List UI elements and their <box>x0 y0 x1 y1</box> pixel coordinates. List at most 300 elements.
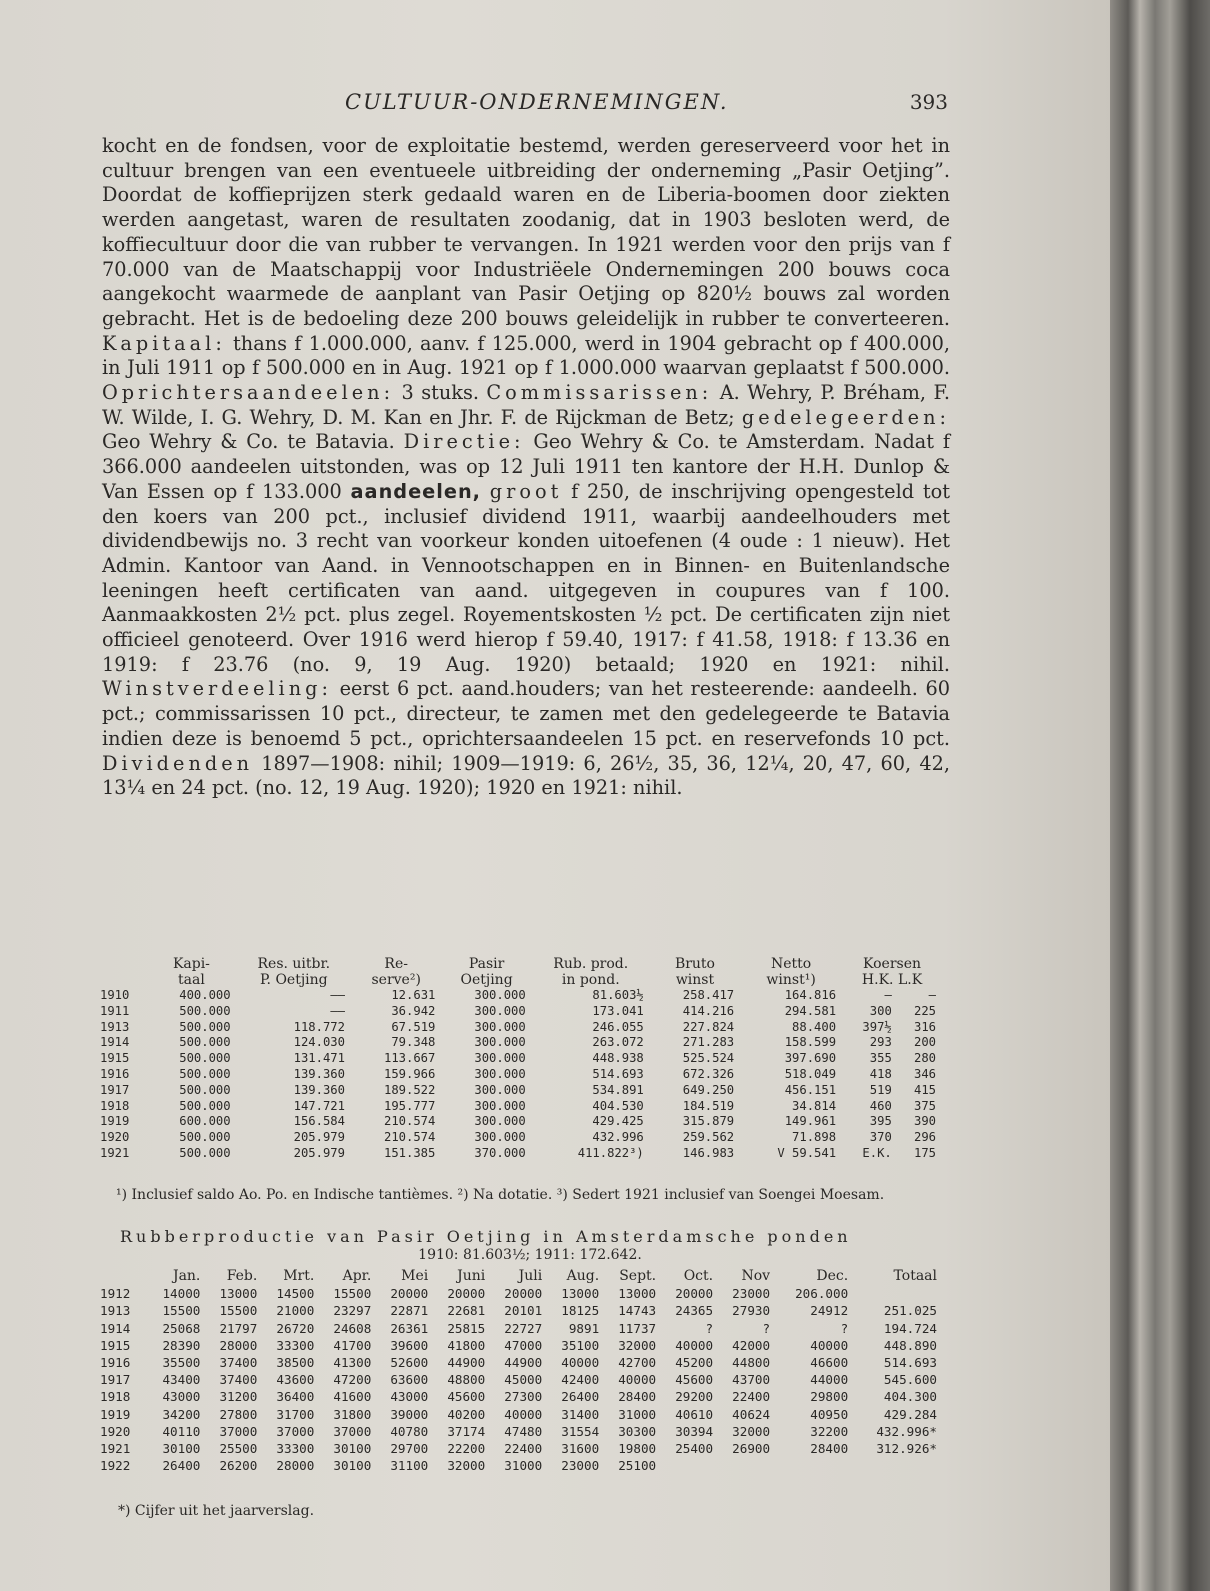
table-cell: 22400 <box>504 1441 543 1457</box>
table-cell: 31400 <box>561 1406 600 1422</box>
table-cell: 500.000 <box>179 1066 231 1081</box>
table-cell: 258.417 <box>682 988 735 1002</box>
table-cell: 43000 <box>390 1389 429 1405</box>
table-footnote: ¹) Inclusief saldo Ao. Po. en Indische tantièmes. ²) Na dotatie. ³) Sedert 1921 inclusief van Soengei Moesam. <box>116 1187 885 1203</box>
running-title: CULTUUR-ONDERNEMINGEN. <box>345 90 729 114</box>
table-cell: 31600 <box>561 1441 600 1457</box>
table-cell: 411.822³) <box>577 1145 644 1160</box>
table-cell: 12.631 <box>391 988 436 1002</box>
table-cell: 500.000 <box>179 1051 231 1066</box>
table-row <box>100 1423 940 1440</box>
table-cell: 500.000 <box>179 1145 231 1160</box>
table-cell: 448.938 <box>592 1051 644 1066</box>
kapitaal-label: Kapitaal: <box>102 331 226 355</box>
table-cell: 19800 <box>618 1441 657 1457</box>
table-cell: 210.574 <box>384 1130 436 1145</box>
oprichters-label: Oprichtersaandeelen: <box>102 381 395 405</box>
table-cell: 22200 <box>447 1441 486 1457</box>
column-header: Juni <box>457 1268 486 1284</box>
table-cell: 44900 <box>504 1355 543 1371</box>
column-header: Mei <box>401 1268 429 1284</box>
column-header: Juli <box>518 1268 543 1284</box>
column-header: Feb. <box>226 1268 258 1284</box>
rubber-production-title-main: Rubberproductie van Pasir Oetjing in Amsterdamsche ponden <box>120 1227 852 1246</box>
row-year: 1913 <box>100 1019 130 1034</box>
table-cell: 404.300 <box>883 1389 937 1405</box>
table-cell: ? <box>840 1320 849 1336</box>
table-cell: 24912 <box>810 1303 849 1319</box>
table-row <box>100 1337 940 1354</box>
table-cell: 45000 <box>504 1372 543 1388</box>
table-cell: 32200 <box>810 1423 849 1439</box>
row-year: 1919 <box>100 1114 130 1129</box>
table-cell: 429.425 <box>592 1114 644 1129</box>
table-cell: 47000 <box>504 1337 543 1353</box>
table-cell: 300.000 <box>474 1082 526 1097</box>
table-cell: 151.385 <box>384 1145 436 1160</box>
row-year: 1916 <box>100 1355 131 1371</box>
table-cell: 300.000 <box>474 1114 526 1129</box>
table-cell: 300.000 <box>474 1003 526 1018</box>
table-row <box>100 1371 940 1388</box>
financials-table <box>100 956 942 1162</box>
table-cell: 31700 <box>276 1406 315 1422</box>
table-cell: 30100 <box>333 1441 372 1457</box>
table-cell: 460 <box>869 1098 892 1113</box>
table-row <box>100 1083 942 1099</box>
table-cell: 31800 <box>333 1406 372 1422</box>
table-cell: 40000 <box>504 1406 543 1422</box>
table-row <box>100 1004 942 1020</box>
table-cell: 210.574 <box>384 1114 436 1129</box>
column-header: Kapi- taal <box>172 956 210 988</box>
column-header <box>100 1268 146 1285</box>
table-row <box>100 1067 942 1083</box>
table-cell: 63600 <box>390 1372 429 1388</box>
table-cell: 400.000 <box>179 988 231 1002</box>
table-row <box>100 1320 940 1337</box>
row-year: 1913 <box>100 1303 131 1319</box>
winst-label: Winstverdeeling: <box>102 677 332 701</box>
table-cell: 41600 <box>333 1389 372 1405</box>
table-cell: 40610 <box>675 1406 714 1422</box>
table-cell: 30300 <box>618 1423 657 1439</box>
table-cell: 205.979 <box>293 1130 345 1145</box>
table-cell: 20101 <box>504 1303 543 1319</box>
oprichters-text: 3 stuks. <box>394 381 487 405</box>
table-cell: 42700 <box>618 1355 657 1371</box>
table-cell: 124.030 <box>293 1035 345 1050</box>
table-cell: 300.000 <box>474 1051 526 1066</box>
table-cell: 23000 <box>561 1458 600 1474</box>
commissarissen-label: Commissarissen: <box>486 381 713 405</box>
column-header: Totaal <box>893 1268 937 1284</box>
table-cell: 355 <box>869 1051 892 1066</box>
table-cell: 113.667 <box>384 1051 436 1066</box>
table-cell: 300 <box>869 1003 892 1018</box>
table-cell: 173.041 <box>592 1003 644 1018</box>
table-cell: 79.348 <box>391 1035 436 1050</box>
table-cell: 149.961 <box>784 1114 837 1129</box>
table-cell: 40000 <box>675 1337 714 1353</box>
table-cell: 33300 <box>276 1337 315 1353</box>
table-cell: — <box>928 988 936 1002</box>
table-cell: 21000 <box>276 1303 315 1319</box>
table-cell: 48800 <box>447 1372 486 1388</box>
column-header: Re- serve²) <box>371 956 421 988</box>
table-cell: 375 <box>913 1098 936 1113</box>
table-cell: 370.000 <box>474 1145 526 1160</box>
table-row <box>100 1285 940 1302</box>
row-year: 1917 <box>100 1372 131 1388</box>
table-cell: 30100 <box>162 1441 201 1457</box>
table-cell: 22400 <box>732 1389 771 1405</box>
table-row <box>100 1388 940 1405</box>
table-cell: 300.000 <box>474 1066 526 1081</box>
table-cell: 21797 <box>219 1320 258 1336</box>
row-year: 1915 <box>100 1337 131 1353</box>
column-header: Mrt. <box>283 1268 315 1284</box>
table-cell: 36.942 <box>391 1003 436 1018</box>
table-cell: 432.996* <box>876 1423 937 1439</box>
table-cell: 418 <box>869 1066 892 1081</box>
row-year: 1921 <box>100 1441 131 1457</box>
winst-text: eerst 6 pct. aand.houders; van het resteerende: aandeelh. 60 pct.; commissarissen 10 pct., directeur, te zamen met den gedelegeerde te Batavia indien deze is benoemd 5 pct., oprichtersaandeelen 15 pct. en reservefonds 10 pct. <box>102 677 950 750</box>
table-cell: 15500 <box>333 1286 372 1302</box>
table-cell: 280 <box>913 1051 936 1066</box>
table-row <box>100 1457 940 1474</box>
table-cell: 22871 <box>390 1303 429 1319</box>
table-cell: 44000 <box>810 1372 849 1388</box>
table-cell: 34.814 <box>792 1098 837 1113</box>
table-cell: 42400 <box>561 1372 600 1388</box>
table-cell: 13000 <box>561 1286 600 1302</box>
table-cell: 195.777 <box>384 1098 436 1113</box>
table-cell: 164.816 <box>784 988 837 1002</box>
table-cell: 13000 <box>219 1286 258 1302</box>
table-cell: 139.360 <box>293 1082 345 1097</box>
table-cell: 404.530 <box>592 1098 644 1113</box>
table-cell: 43400 <box>162 1372 201 1388</box>
table-cell: 146.983 <box>682 1145 735 1160</box>
table-cell: 28000 <box>219 1337 258 1353</box>
table-cell: 28400 <box>810 1441 849 1457</box>
page-header <box>100 90 950 120</box>
column-header: Sept. <box>619 1268 657 1284</box>
table-cell: 159.966 <box>384 1066 436 1081</box>
table-row <box>100 1051 942 1067</box>
table-cell: 40624 <box>732 1406 771 1422</box>
table-cell: 500.000 <box>179 1098 231 1113</box>
row-year: 1910 <box>100 988 130 1002</box>
column-header: Apr. <box>342 1268 372 1284</box>
table-cell: 32000 <box>447 1458 486 1474</box>
row-year: 1912 <box>100 1286 131 1302</box>
table-cell: 35500 <box>162 1355 201 1371</box>
table-cell: 31100 <box>390 1458 429 1474</box>
table-cell: 147.721 <box>293 1098 345 1113</box>
table-row <box>100 1099 942 1115</box>
table-cell: 300.000 <box>474 1035 526 1050</box>
column-header: Jan. <box>172 1268 201 1284</box>
table-cell: 22727 <box>504 1320 543 1336</box>
table-cell: 40200 <box>447 1406 486 1422</box>
production-footnote: *) Cijfer uit het jaarverslag. <box>118 1503 315 1519</box>
table-cell: 26400 <box>561 1389 600 1405</box>
row-year: 1915 <box>100 1051 130 1066</box>
row-year: 1914 <box>100 1320 131 1336</box>
table-cell: —— <box>330 1003 345 1018</box>
table-cell: 414.216 <box>682 1003 735 1018</box>
table-row <box>100 1035 942 1051</box>
table-cell: 31000 <box>618 1406 657 1422</box>
table-cell: 300.000 <box>474 1130 526 1145</box>
table-cell: 20000 <box>675 1286 714 1302</box>
table-cell: 432.996 <box>592 1130 644 1145</box>
directie-label: Directie: <box>403 430 525 454</box>
table-cell: 47480 <box>504 1423 543 1439</box>
row-year: 1911 <box>100 1003 130 1018</box>
table-cell: 395 <box>869 1114 892 1129</box>
table-cell: 40950 <box>810 1406 849 1422</box>
table-cell: 14500 <box>276 1286 315 1302</box>
table-cell <box>659 1457 716 1474</box>
table-cell: 28400 <box>618 1389 657 1405</box>
table-cell: 448.890 <box>883 1337 937 1353</box>
table-cell: 519 <box>869 1082 892 1097</box>
table-cell: 500.000 <box>179 1003 231 1018</box>
table-row <box>100 988 942 1004</box>
table-cell: 20000 <box>447 1286 486 1302</box>
table-cell: 131.471 <box>293 1051 345 1066</box>
table-cell: 25500 <box>219 1441 258 1457</box>
table-cell: 40000 <box>618 1372 657 1388</box>
dividenden-text: 1897—1908: nihil; 1909—1919: 6, 26½, 35, 36, 12¼, 20, 47, 60, 42, 13¼ en 24 pct. (no. 12, 19 Aug. 1920); 1920 en 1921: nihil. <box>102 751 950 800</box>
table-cell: 30100 <box>333 1458 372 1474</box>
rubber-production-table <box>100 1268 940 1474</box>
gedelegeerden-label: gedelegeerden: <box>741 405 950 429</box>
table-cell: 38500 <box>276 1355 315 1371</box>
table-cell: 45600 <box>447 1389 486 1405</box>
table-cell: 534.891 <box>592 1082 644 1097</box>
table-cell: 27300 <box>504 1389 543 1405</box>
column-header: Bruto winst <box>674 956 715 988</box>
table-cell: 300.000 <box>474 988 526 1002</box>
table-cell: 397.690 <box>784 1051 837 1066</box>
table-cell: 525.524 <box>682 1051 735 1066</box>
table-cell: 43700 <box>732 1372 771 1388</box>
table-row <box>100 1302 940 1319</box>
table-cell: 44800 <box>732 1355 771 1371</box>
table-cell: 649.250 <box>682 1082 735 1097</box>
aandeelen-label: aandeelen, <box>350 479 481 503</box>
table-cell: 26400 <box>162 1458 201 1474</box>
table-row <box>100 1146 942 1162</box>
table-cell: 14000 <box>162 1286 201 1302</box>
book-edge <box>1110 0 1210 1591</box>
table-cell: 25400 <box>675 1441 714 1457</box>
column-header: Rub. prod. in pond. <box>553 956 629 988</box>
page-number: 393 <box>909 90 948 114</box>
commissarissen-text: A. Wehry, P. Bréham, F. W. Wilde, I. G. Wehry, D. M. Kan en Jhr. F. de Rijckman de Betz; <box>102 381 950 429</box>
table-cell: 316 <box>913 1019 936 1034</box>
table-cell: 514.693 <box>592 1066 644 1081</box>
table-cell: 37000 <box>333 1423 372 1439</box>
table-cell: 390 <box>913 1114 936 1129</box>
table-cell: 46600 <box>810 1355 849 1371</box>
table-cell: 15500 <box>219 1303 258 1319</box>
table-cell: 294.581 <box>784 1003 837 1018</box>
table-cell: 429.284 <box>883 1406 937 1422</box>
table-header-row <box>100 956 942 988</box>
table-cell: 156.584 <box>293 1114 345 1129</box>
column-header: Koersen H.K. L.K <box>861 956 923 988</box>
table-cell: 251.025 <box>883 1303 937 1319</box>
table-row <box>100 1130 942 1146</box>
directie-text: Geo Wehry & Co. te Amsterdam. Nadat f 366.000 aandeelen uitstonden, was op 12 Juli 1911 ten kantore der H.H. Dunlop & Van Essen op f 133.000 <box>102 430 950 503</box>
table-cell: 26200 <box>219 1458 258 1474</box>
column-header: Nov <box>741 1268 771 1284</box>
table-cell: 45600 <box>675 1372 714 1388</box>
table-cell: 31554 <box>561 1423 600 1439</box>
paragraph <box>102 134 950 801</box>
table-cell: 184.519 <box>682 1098 735 1113</box>
table-cell: 27930 <box>732 1303 771 1319</box>
body-text <box>102 134 950 801</box>
table-cell: 37400 <box>219 1372 258 1388</box>
table-cell: 227.824 <box>682 1019 735 1034</box>
row-year: 1920 <box>100 1130 130 1145</box>
table-cell: 500.000 <box>179 1130 231 1145</box>
table-cell: 31000 <box>504 1458 543 1474</box>
intro-text: kocht en de fondsen, voor de exploitatie bestemd, werden gereserveerd voor het in cultuur brengen van een eventueele uitbreiding der onderneming „Pasir Oetjing”. Doordat de koffieprijzen sterk gedaald waren en de Liberia-boomen door ziekten werden aangetast, waren de resultaten zoodanig, dat in 1903 besloten werd, de koffiecultuur door die van rubber te vervangen. In 1921 werden voor den prijs van f 70.000 van de Maatschappij voor Industriëele Ondernemingen 200 bouws coca aangekocht waarmede de aanplant van Pasir Oetjing op 820½ bouws zal worden gebracht. Het is de bedoeling deze 200 bouws geleidelijk in rubber te converteeren. <box>102 134 950 330</box>
table-cell <box>716 1457 773 1474</box>
column-header: Pasir Oetjing <box>460 956 513 988</box>
table-cell: 194.724 <box>883 1320 937 1336</box>
table-cell: 296 <box>913 1130 936 1145</box>
groot-label: groot <box>489 479 563 503</box>
row-year: 1922 <box>100 1458 131 1474</box>
table-cell: 26900 <box>732 1441 771 1457</box>
table-cell: 600.000 <box>179 1114 231 1129</box>
table-cell: 47200 <box>333 1372 372 1388</box>
table-cell: 259.562 <box>682 1130 735 1145</box>
table-cell: 23000 <box>732 1286 771 1302</box>
table-cell: 189.522 <box>384 1082 436 1097</box>
table-cell: 26361 <box>390 1320 429 1336</box>
table-cell: 500.000 <box>179 1019 231 1034</box>
table-cell: 37174 <box>447 1423 486 1439</box>
table-cell: 27800 <box>219 1406 258 1422</box>
table-cell: 518.049 <box>784 1066 837 1081</box>
table-cell: 34200 <box>162 1406 201 1422</box>
table-cell: 29800 <box>810 1389 849 1405</box>
table-cell: 15500 <box>162 1303 201 1319</box>
table-cell: 315.879 <box>682 1114 735 1129</box>
table-cell <box>851 1457 940 1474</box>
table-cell: E.K. <box>862 1145 892 1160</box>
table-cell: 346 <box>913 1066 936 1081</box>
table-cell <box>773 1457 851 1474</box>
table-cell: 52600 <box>390 1355 429 1371</box>
table-cell: 44900 <box>447 1355 486 1371</box>
row-year: 1917 <box>100 1082 130 1097</box>
table-cell: 25815 <box>447 1320 486 1336</box>
table-cell: ? <box>705 1320 714 1336</box>
row-year: 1920 <box>100 1423 131 1439</box>
table-cell: 415 <box>913 1082 936 1097</box>
column-header: Dec. <box>816 1268 849 1284</box>
table-cell: 18125 <box>561 1303 600 1319</box>
column-header: Res. uitbr. P. Oetjing <box>257 956 331 988</box>
table-cell: 206.000 <box>795 1286 849 1302</box>
table-cell: 26720 <box>276 1320 315 1336</box>
table-cell: 23297 <box>333 1303 372 1319</box>
table-cell: 397½ <box>862 1019 892 1034</box>
table-cell: 71.898 <box>792 1130 837 1145</box>
column-header: Aug. <box>566 1268 600 1284</box>
table-header-row <box>100 1268 940 1285</box>
row-year: 1919 <box>100 1406 131 1422</box>
table-row <box>100 1020 942 1036</box>
table-cell: 42000 <box>732 1337 771 1353</box>
table-cell: 43000 <box>162 1389 201 1405</box>
table-cell: 29200 <box>675 1389 714 1405</box>
table-cell: 37000 <box>219 1423 258 1439</box>
row-year: 1914 <box>100 1035 130 1050</box>
table-cell: 9891 <box>568 1320 600 1336</box>
row-year: 1918 <box>100 1098 130 1113</box>
table-cell: 293 <box>869 1035 892 1050</box>
table-row <box>100 1354 940 1371</box>
table-cell: 88.400 <box>792 1019 837 1034</box>
table-cell: 175 <box>913 1145 936 1160</box>
table-cell: 13000 <box>618 1286 657 1302</box>
table-row <box>100 1406 940 1423</box>
table-cell: 225 <box>913 1003 936 1018</box>
table-cell: 35100 <box>561 1337 600 1353</box>
table-cell: 312.926* <box>876 1441 937 1457</box>
table-cell: 40110 <box>162 1423 201 1439</box>
table-cell: 514.693 <box>883 1355 937 1371</box>
table-cell: 43600 <box>276 1372 315 1388</box>
table-cell: 81.603½ <box>592 988 644 1002</box>
table-cell: V 59.541 <box>777 1145 837 1160</box>
table-cell: 246.055 <box>592 1019 644 1034</box>
table-cell: 20000 <box>390 1286 429 1302</box>
table-cell: — <box>884 988 892 1002</box>
table-cell: 32000 <box>618 1337 657 1353</box>
table-cell: 300.000 <box>474 1098 526 1113</box>
table-cell: 25100 <box>618 1458 657 1474</box>
table-cell: 500.000 <box>179 1082 231 1097</box>
table-cell: 11737 <box>618 1320 657 1336</box>
rubber-production-title <box>120 1227 940 1265</box>
table-row <box>100 1114 942 1130</box>
table-cell: ? <box>762 1320 771 1336</box>
table-cell: 28390 <box>162 1337 201 1353</box>
column-header <box>100 956 146 988</box>
table-cell: 139.360 <box>293 1066 345 1081</box>
table-row <box>100 1440 940 1457</box>
dividenden-label: Dividenden <box>102 751 254 775</box>
table-cell: 45200 <box>675 1355 714 1371</box>
table-cell: 40000 <box>810 1337 849 1353</box>
rubber-production-subtitle: 1910: 81.603½; 1911: 172.642. <box>418 1247 642 1263</box>
aandeelen-text: f 250, de inschrijving opengesteld tot den koers van 200 pct., inclusief dividend 1911, waarbij aandeelhouders met dividendbewijs no. 3 recht van voorkeur konden uitoefenen (4 oude : 1 nieuw). Het Admin. Kantoor van Aand. in Vennootschappen en in Binnen- en Buitenlandsche leeningen heeft certificaten van aand. uitgegeven in coupures van f 100. Aanmaakkosten 2½ pct. plus zegel. Royementskosten ½ pct. De certificaten zijn niet officieel genoteerd. Over 1916 werd hierop f 59.40, 1917: f 41.58, 1918: f 13.36 en 1919: f 23.76 (no. 9, 19 Aug. 1920) betaald; 1920 en 1921: nihil. <box>102 479 950 676</box>
row-year: 1921 <box>100 1145 130 1160</box>
table-cell: 545.600 <box>883 1372 937 1388</box>
